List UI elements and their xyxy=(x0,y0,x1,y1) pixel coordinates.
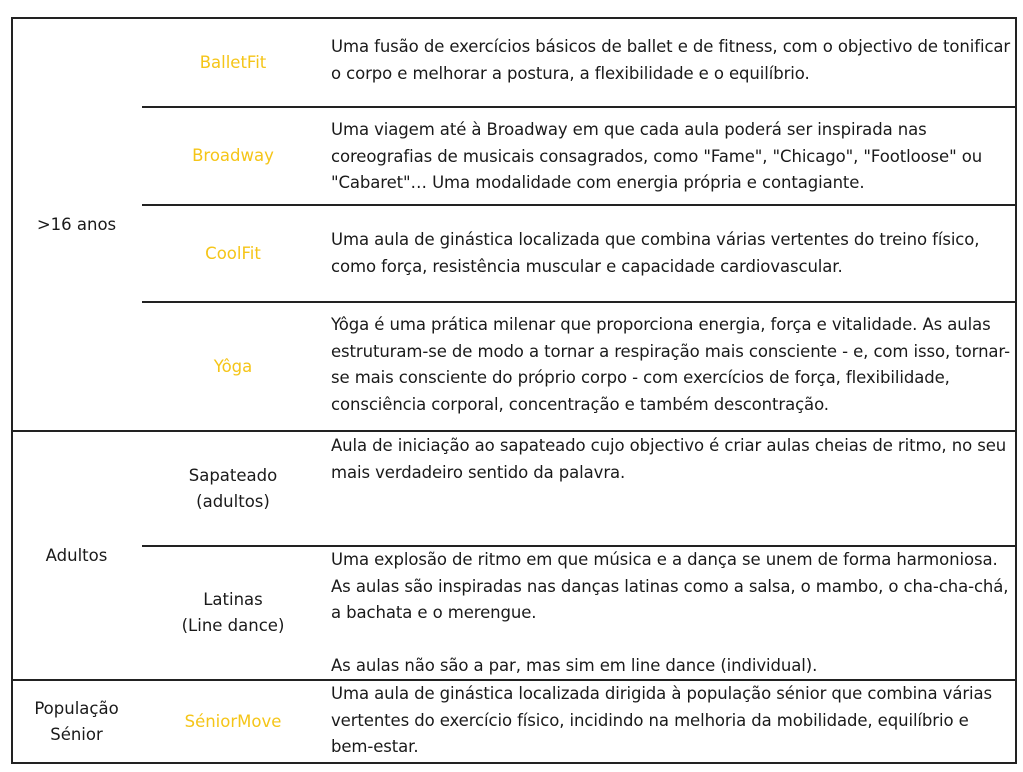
description-paragraph: Uma aula de ginástica localizada que combina várias vertentes do treino físico, como força, resistência muscular e capacidade cardiovascular. xyxy=(331,230,980,276)
activity-sapateado: Sapateado (adultos) xyxy=(188,465,278,511)
description-paragraph: As aulas não são a par, mas sim em line dance (individual). xyxy=(331,655,818,675)
description-coolfit xyxy=(331,227,1011,280)
description-paragraph: Uma viagem até à Broadway em que cada aula poderá ser inspirada nas coreografias de musicais consagrados, como "Fame", "Chicago", "Footloose" ou "Cabaret"… Uma modalidade com energia própria e contagiante. xyxy=(331,120,983,192)
description-sapateado xyxy=(331,433,1011,486)
table-border-right xyxy=(1015,17,1017,764)
activity-latinas: Latinas (Line dance) xyxy=(181,590,285,635)
description-paragraph: Uma fusão de exercícios básicos de ballet e de fitness, com o objectivo de tonificar o corpo e melhorar a postura, a flexibilidade e o equilíbrio. xyxy=(331,37,1011,83)
group-label-16-anos: >16 anos xyxy=(36,214,117,234)
activity-balletfit: BalletFit xyxy=(199,52,267,72)
description-paragraph: Yôga é uma prática milenar que proporciona energia, força e vitalidade. As aulas estruturam-se de modo a tornar a respiração mais consciente - e, com isso, tornar-se mais consciente do próprio corpo - com exercícios de força, flexibilidade, consciência corporal, concentração e também descontração. xyxy=(331,315,1010,414)
description-balletfit xyxy=(331,34,1011,87)
description-paragraph: Aula de iniciação ao sapateado cujo objectivo é criar aulas cheias de ritmo, no seu mais verdadeiro sentido da palavra. xyxy=(331,436,1007,482)
group-label-populacao-senior: População Sénior xyxy=(34,698,119,744)
activity-coolfit: CoolFit xyxy=(205,243,261,263)
group-label-adultos: Adultos xyxy=(45,545,108,565)
description-broadway xyxy=(331,117,1011,197)
table-border-bottom xyxy=(11,762,1017,764)
description-seniormove xyxy=(331,681,1011,761)
activities-table xyxy=(11,17,1017,764)
activity-seniormove: SéniorMove xyxy=(184,711,282,731)
description-paragraph: Uma aula de ginástica localizada dirigida à população sénior que combina várias vertentes do exercício físico, incidindo na melhoria da mobilidade, equilíbrio e bem-estar. xyxy=(331,684,993,756)
description-paragraph: Uma explosão de ritmo em que música e a dança se unem de forma harmoniosa. As aulas são inspiradas nas danças latinas como a salsa, o mambo, o cha-cha-chá, a bachata e o merengue. xyxy=(331,550,1009,622)
activity-yoga: Yôga xyxy=(213,356,253,376)
description-latinas xyxy=(331,547,1011,679)
activity-broadway: Broadway xyxy=(192,146,274,165)
description-yoga xyxy=(331,312,1011,418)
